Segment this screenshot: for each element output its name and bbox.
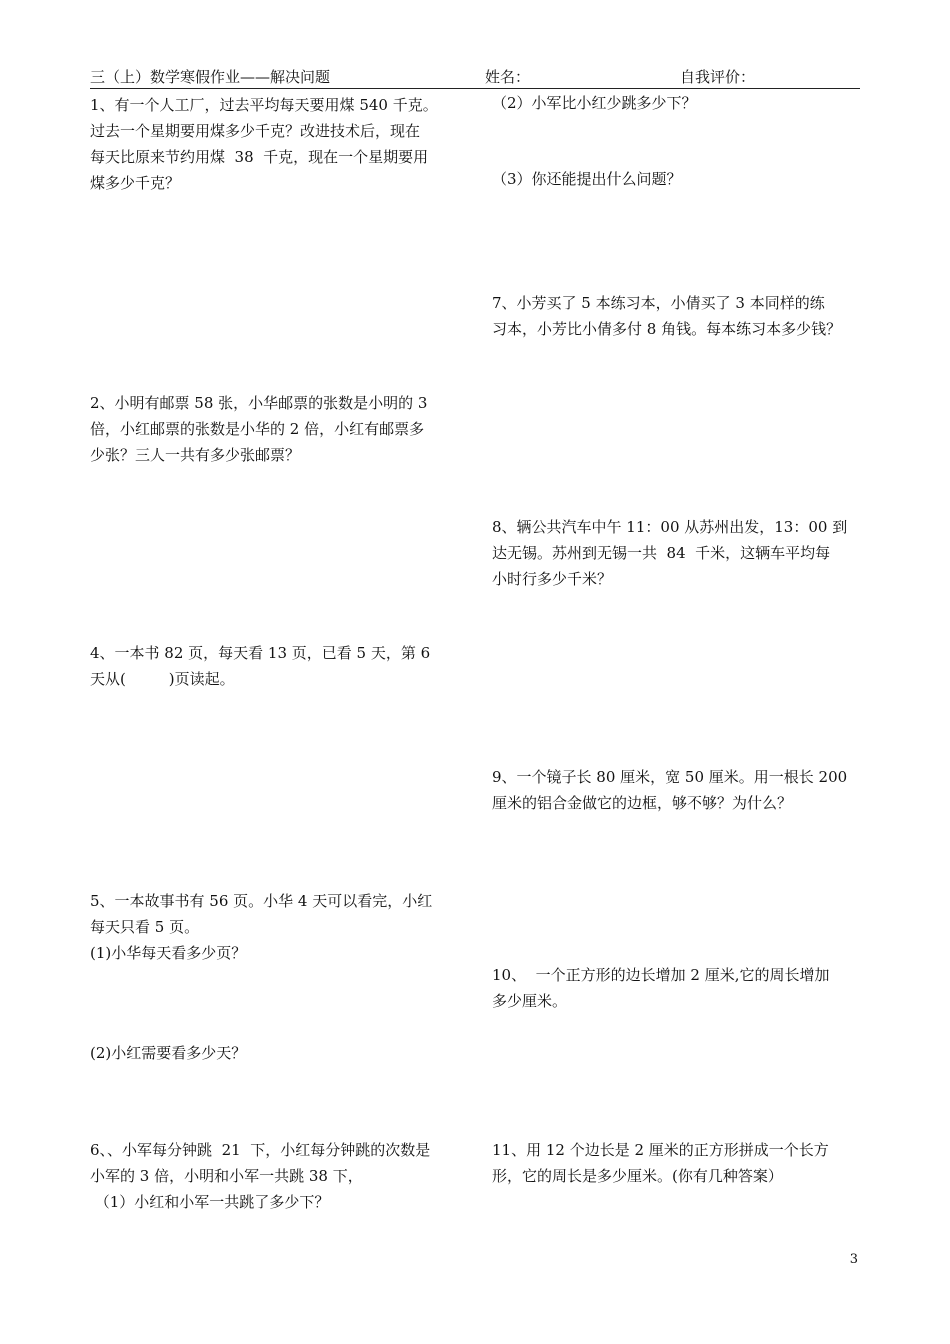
question-11: 11、用 12 个边长是 2 厘米的正方形拼成一个长方 形，它的周长是多少厘米。(你有几种答案） (492, 1141, 829, 1185)
question-1: 1、有一个人工厂，过去平均每天要用煤 540 千克。 过去一个星期要用煤多少千克？改进技术后，现在 每天比原来节约用煤 38 千克，现在一个星期要用 煤多少千克？ (90, 96, 438, 192)
question-7: 7、小芳买了 5 本练习本，小倩买了 3 本同样的练 习本，小芳比小倩多付 8 角钱。每本练习本多少钱？ (492, 294, 842, 338)
question-4: 4、一本书 82 页，每天看 13 页，已看 5 天，第 6 天从( )页读起。 (90, 644, 431, 688)
worksheet-header (90, 66, 860, 89)
question-8: 8、辆公共汽车中午 11：00 从苏州出发，13：00 到 达无锡。苏州到无锡一共 84 千米，这辆车平均每 小时行多少千米？ (492, 518, 848, 588)
question-2: 2、小明有邮票 58 张，小华邮票的张数是小明的 3 倍，小红邮票的张数是小华的 2 倍，小红有邮票多 少张？三人一共有多少张邮票？ (90, 394, 428, 464)
question-10: 10、 一个正方形的边长增加 2 厘米,它的周长增加 多少厘米。 (492, 966, 830, 1010)
question-5-part-2: (2)小红需要看多少天？ (90, 1044, 247, 1062)
self-evaluation-label: 自我评价： (680, 68, 756, 86)
question-9: 9、一个镜子长 80 厘米，宽 50 厘米。用一根长 200 厘米的铝合金做它的边框，够不够？为什么？ (492, 768, 848, 812)
page-number: 3 (849, 1252, 858, 1267)
question-6-part-3: （3）你还能提出什么问题？ (492, 170, 682, 188)
question-5: 5、一本故事书有 56 页。小华 4 天可以看完，小红 每天只看 5 页。 (1)小华每天看多少页？ (90, 892, 433, 962)
question-6-part-2: （2）小军比小红少跳多少下？ (492, 94, 697, 112)
name-label: 姓名： (485, 68, 531, 86)
question-6: 6、、小军每分钟跳 21 下，小红每分钟跳的次数是 小军的 3 倍，小明和小军一共跳 38 下， （1）小红和小军一共跳了多少下？ (90, 1141, 431, 1211)
worksheet-title: 三（上）数学寒假作业——解决问题 (90, 68, 331, 86)
